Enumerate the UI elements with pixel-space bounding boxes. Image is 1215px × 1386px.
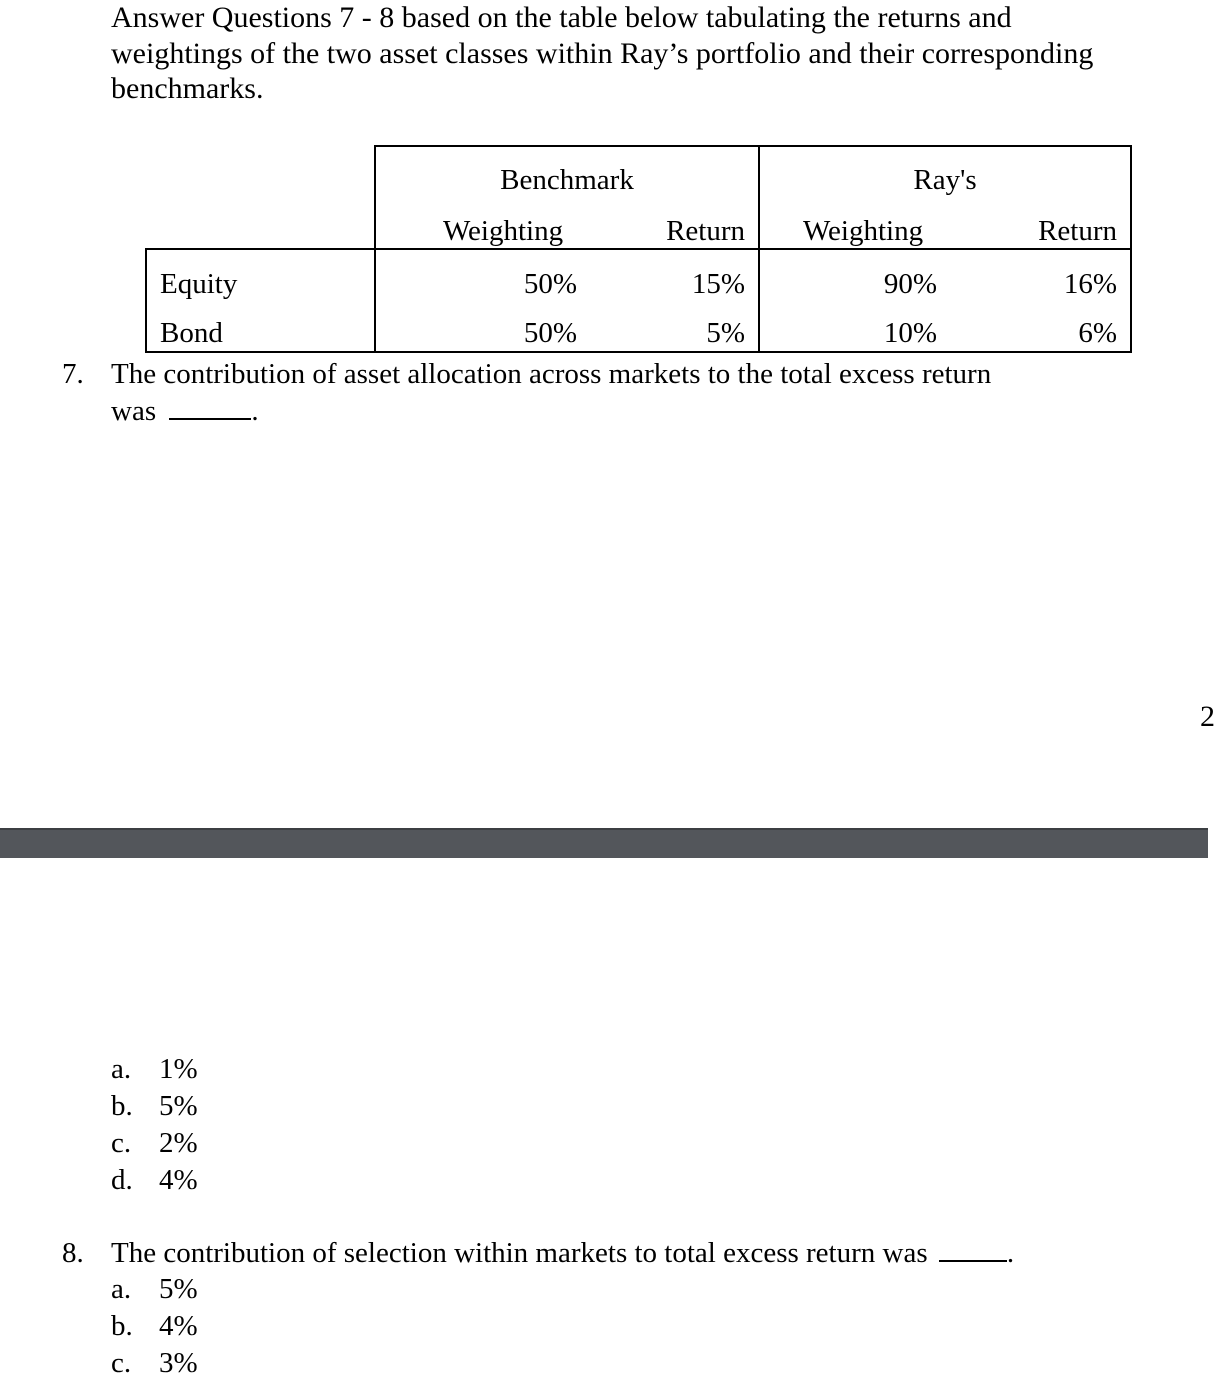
table-border	[145, 248, 147, 353]
table-cell: 50%	[523, 317, 577, 349]
intro-line: benchmarks.	[111, 72, 264, 105]
option-letter: d.	[111, 1164, 133, 1196]
option	[111, 1308, 198, 1344]
question-number: 8.	[62, 1237, 84, 1269]
option-letter: a.	[111, 1273, 132, 1305]
question-number: 7.	[62, 358, 84, 390]
header-benchmark-return: Return	[666, 215, 745, 247]
option-text: 1%	[159, 1053, 198, 1085]
option-text: 3%	[159, 1347, 198, 1379]
row-label-equity: Equity	[160, 268, 238, 300]
question-end: .	[1006, 1237, 1015, 1269]
table-cell: 15%	[691, 268, 745, 300]
page-number-fragment: 2	[1200, 700, 1215, 733]
table-border	[145, 351, 1132, 353]
option-letter: a.	[111, 1053, 132, 1085]
table-cell: 10%	[883, 317, 937, 349]
option-letter: b.	[111, 1310, 133, 1342]
answer-blank	[169, 418, 251, 420]
table-border	[1130, 145, 1132, 353]
question-text: The contribution of selection within markets to total excess return was	[111, 1237, 928, 1269]
intro-paragraph	[111, 0, 1093, 107]
option	[111, 1051, 198, 1087]
table-cell: 6%	[1078, 317, 1117, 349]
option-text: 5%	[159, 1090, 198, 1122]
option-letter: c.	[111, 1347, 132, 1379]
table-cell: 16%	[1063, 268, 1117, 300]
option-text: 5%	[159, 1273, 198, 1305]
header-rays-weighting: Weighting	[803, 215, 924, 247]
table-cell: 90%	[883, 268, 937, 300]
option	[111, 1162, 198, 1198]
question-end: .	[251, 395, 259, 427]
option-letter: c.	[111, 1127, 132, 1159]
header-benchmark-weighting: Weighting	[443, 215, 564, 247]
option-text: 4%	[159, 1310, 198, 1342]
header-benchmark: Benchmark	[500, 164, 634, 196]
table-cell: 5%	[706, 317, 745, 349]
table-cell: 50%	[523, 268, 577, 300]
option-text: 2%	[159, 1127, 198, 1159]
option	[111, 1088, 198, 1124]
option	[111, 1125, 198, 1161]
option-text: 4%	[159, 1164, 198, 1196]
question-text: The contribution of asset allocation across markets to the total excess return	[111, 358, 992, 390]
table-border	[145, 248, 1132, 250]
option	[111, 1271, 198, 1307]
intro-line: Answer Questions 7 - 8 based on the table below tabulating the returns and	[111, 1, 1012, 34]
table-border	[374, 145, 1132, 147]
question-text: was	[111, 395, 157, 427]
row-label-bond: Bond	[160, 317, 223, 349]
header-rays: Ray's	[913, 164, 977, 196]
header-rays-return: Return	[1038, 215, 1117, 247]
intro-line: weightings of the two asset classes within Ray’s portfolio and their corresponding	[111, 36, 1094, 70]
answer-blank	[939, 1260, 1007, 1262]
question-text-line	[111, 1235, 1014, 1271]
option	[111, 1345, 198, 1381]
question-text-cont	[111, 393, 259, 429]
option-letter: b.	[111, 1090, 133, 1122]
page-divider	[0, 828, 1208, 858]
